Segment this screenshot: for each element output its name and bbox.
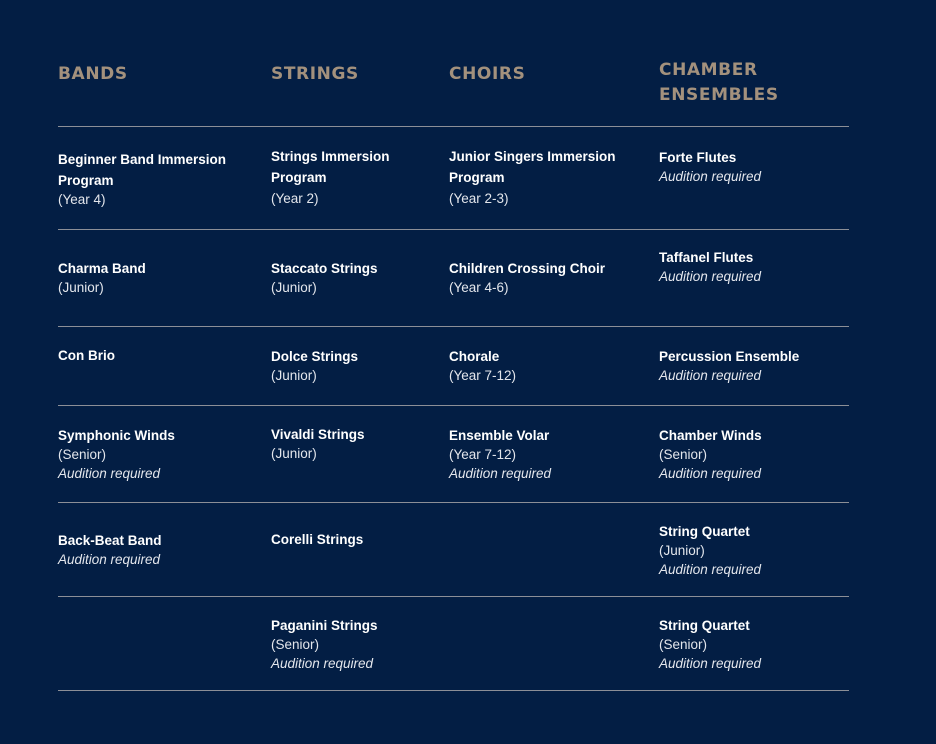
header-bands: BANDS [58,64,128,84]
audition-note: Audition required [271,655,374,671]
table-cell [659,346,849,386]
ensemble-level: (Junior) [659,543,705,558]
table-cell [58,258,258,298]
table-cell [659,521,849,579]
ensemble-name: Taffanel Flutes [659,250,754,265]
table-cell [449,425,649,483]
ensemble-name: Corelli Strings [271,532,364,547]
ensemble-level: (Junior) [58,280,104,295]
row-divider [58,229,849,230]
header-choirs: CHOIRS [449,64,526,84]
table-cell [659,247,849,287]
table-cell [58,345,258,366]
audition-note: Audition required [659,561,762,577]
table-cell [449,346,649,386]
ensemble-name: Strings Immersion Program [271,149,390,185]
ensemble-level: (Junior) [271,368,317,383]
ensemble-level: (Year 7-12) [449,447,517,462]
ensemble-name: Children Crossing Choir [449,261,606,276]
ensemble-level: (Year 2) [271,191,319,206]
ensemble-name: Chorale [449,349,500,364]
ensemble-name: Vivaldi Strings [271,427,365,442]
ensemble-name: Percussion Ensemble [659,349,800,364]
ensemble-name: Staccato Strings [271,261,378,276]
ensemble-level: (Year 4) [58,192,106,207]
ensemble-name: Dolce Strings [271,349,359,364]
ensemble-name: Con Brio [58,348,115,363]
audition-note: Audition required [659,269,762,284]
ensemble-level: (Senior) [58,447,107,462]
ensemble-level: (Year 7-12) [449,368,517,383]
row-divider [58,126,849,127]
table-cell [271,346,441,386]
table-cell [271,146,441,209]
ensemble-name: Ensemble Volar [449,428,550,443]
row-divider [58,596,849,597]
header-strings: STRINGS [271,64,359,84]
table-cell [659,425,849,483]
table-cell [58,425,258,483]
ensemble-level: (Senior) [271,637,320,652]
audition-note: Audition required [449,465,552,481]
table-cell [449,146,649,209]
table-cell [271,258,441,298]
row-divider [58,502,849,503]
table-cell [449,258,649,298]
audition-note: Audition required [58,552,161,567]
ensemble-level: (Junior) [271,280,317,295]
ensemble-level: (Year 2-3) [449,191,509,206]
table-cell [58,149,258,210]
ensemble-name: Forte Flutes [659,150,737,165]
audition-note: Audition required [659,465,762,481]
header-chamber-ensembles [659,58,819,108]
header-chamber-line2: ENSEMBLES [659,85,779,105]
ensemble-level: (Year 4-6) [449,280,509,295]
ensemble-name: Junior Singers Immersion Program [449,149,616,185]
table-cell [58,530,258,570]
table-cell [271,424,441,464]
ensemble-name: Chamber Winds [659,428,762,443]
row-divider [58,326,849,327]
table-cell [659,147,849,187]
audition-note: Audition required [659,368,762,383]
ensemble-name: String Quartet [659,524,750,539]
audition-note: Audition required [58,465,161,481]
ensemble-level: (Senior) [659,637,708,652]
table-cell [271,615,441,673]
ensemble-name: String Quartet [659,618,750,633]
ensemble-level: (Senior) [659,447,708,462]
ensemble-name: Charma Band [58,261,146,276]
ensemble-name: Paganini Strings [271,618,378,633]
audition-note: Audition required [659,169,762,184]
table-cell [271,529,441,550]
ensemble-name: Beginner Band Immersion Program [58,152,227,188]
audition-note: Audition required [659,655,762,671]
ensemble-name: Symphonic Winds [58,428,175,443]
ensemble-level: (Junior) [271,446,317,461]
table-header [58,58,849,126]
header-chamber-line1: CHAMBER [659,60,758,80]
table-cell [659,615,849,673]
row-divider [58,405,849,406]
ensemble-name: Back-Beat Band [58,533,162,548]
row-divider [58,690,849,691]
